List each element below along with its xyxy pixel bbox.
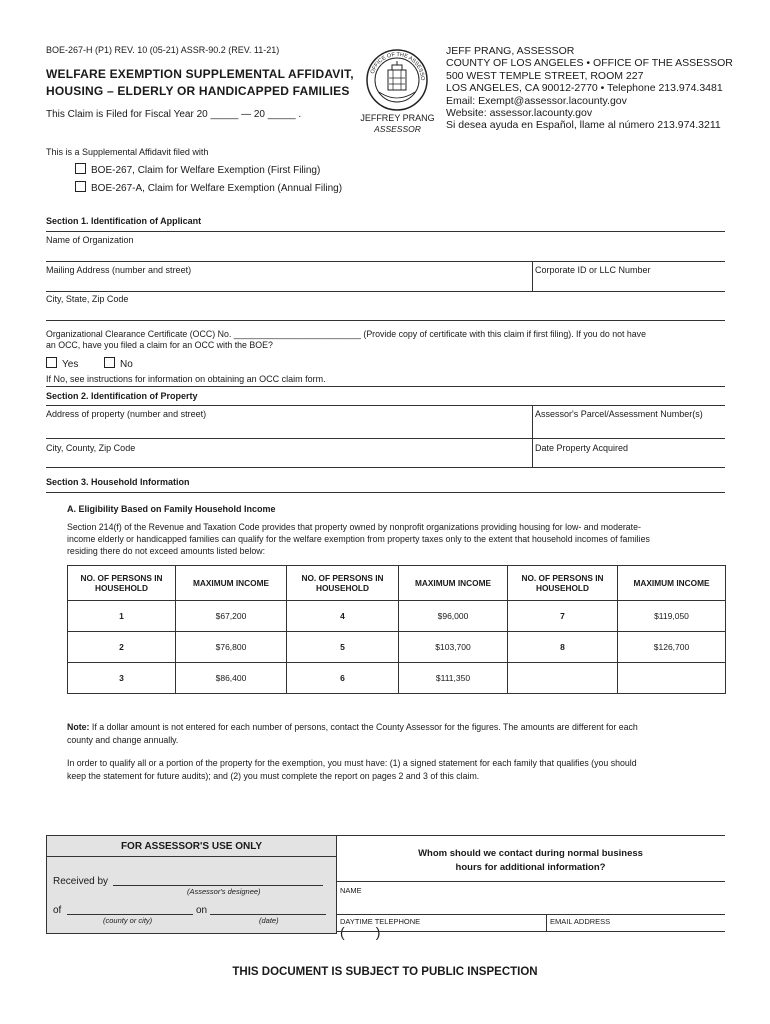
option-boe-267-a[interactable] [75, 181, 342, 194]
divider [532, 261, 533, 291]
property-city-field[interactable]: City, County, Zip Code [46, 443, 136, 453]
daytime-telephone-field[interactable]: ( ) [340, 924, 381, 940]
seal-title: ASSESSOR [374, 124, 421, 134]
paragraph-line: income elderly or handicapped families can qualify for the welfare exemption from property taxes only to the extent that household incomes of families [67, 534, 650, 544]
income-cell[interactable]: $96,000 [399, 601, 508, 632]
divider [46, 467, 725, 468]
email-address-field[interactable]: EMAIL ADDRESS [550, 917, 611, 926]
contact-section [336, 835, 725, 940]
income-cell[interactable]: $67,200 [176, 601, 287, 632]
contact-question-line: Whom should we contact during normal business [418, 848, 643, 859]
income-cell[interactable]: $119,050 [618, 601, 726, 632]
col-persons: NO. OF PERSONS IN HOUSEHOLD [287, 566, 399, 601]
divider [546, 914, 547, 932]
org-name-field[interactable]: Name of Organization [46, 235, 134, 245]
divider [46, 320, 725, 321]
paragraph-line: Section 214(f) of the Revenue and Taxation Code provides that property owned by nonprofit organizations providing housing for low- and moderate- [67, 522, 641, 532]
divider [336, 881, 725, 882]
subsection-a-heading: A. Eligibility Based on Family Household Income [67, 504, 276, 514]
section3-heading: Section 3. Household Information [46, 477, 190, 487]
requirements-line: In order to qualify all or a portion of the property for the exemption, you must have: (1) a signed statement for each family that qualifies (you should [67, 758, 637, 768]
checkbox[interactable] [75, 181, 86, 192]
section1-heading: Section 1. Identification of Applicant [46, 216, 202, 226]
of-label: of [53, 905, 62, 916]
divider [336, 914, 725, 915]
note-text: If a dollar amount is not entered for each number of persons, contact the County Assessor for the figures. The amounts are different for each [89, 722, 638, 732]
col-persons: NO. OF PERSONS IN HOUSEHOLD [508, 566, 618, 601]
persons-cell: 7 [508, 601, 618, 632]
divider [46, 405, 725, 406]
assessor-box-title: FOR ASSESSOR'S USE ONLY [120, 841, 263, 852]
date-acquired-field[interactable]: Date Property Acquired [535, 443, 629, 453]
assessor-info-line: Si desea ayuda en Español, llame al número 213.974.3211 [446, 119, 721, 132]
occ-instructions: If No, see instructions for information on obtaining an OCC claim form. [46, 374, 326, 384]
form-title-line2: HOUSING – ELDERLY OR HANDICAPPED FAMILIES [46, 84, 350, 98]
income-cell[interactable]: $86,400 [176, 663, 287, 694]
income-cell[interactable]: $111,350 [399, 663, 508, 694]
assessor-info-line: COUNTY OF LOS ANGELES • OFFICE OF THE ASSESSOR [446, 57, 733, 70]
divider [336, 931, 725, 932]
col-income: MAXIMUM INCOME [176, 566, 287, 601]
checkbox[interactable] [104, 357, 115, 368]
table-row [68, 663, 726, 694]
persons-cell: 5 [287, 632, 399, 663]
designee-caption: (Assessor's designee) [187, 887, 261, 896]
option-label: BOE-267, Claim for Welfare Exemption (First Filing) [91, 165, 321, 176]
note-label: Note: [67, 722, 90, 732]
section2-heading: Section 2. Identification of Property [46, 391, 198, 401]
persons-cell: 6 [287, 663, 399, 694]
persons-cell: 1 [68, 601, 176, 632]
table-row [68, 632, 726, 663]
assessor-email[interactable]: Email: Exempt@assessor.lacounty.gov [446, 94, 627, 107]
income-cell[interactable]: $76,800 [176, 632, 287, 663]
yes-label: Yes [62, 359, 79, 370]
divider [46, 261, 725, 262]
persons-cell: 2 [68, 632, 176, 663]
income-cell[interactable]: $103,700 [399, 632, 508, 663]
seal-caption [349, 113, 446, 135]
date-caption: (date) [259, 916, 279, 925]
assessor-website[interactable]: Website: assessor.lacounty.gov [446, 107, 593, 120]
seal-name: JEFFREY PRANG [360, 113, 435, 123]
county-city-caption: (county or city) [103, 916, 153, 925]
col-persons: NO. OF PERSONS IN HOUSEHOLD [68, 566, 176, 601]
divider [46, 386, 725, 387]
contact-question [336, 847, 725, 875]
occ-yes-option[interactable] [46, 357, 78, 370]
mailing-address-field[interactable]: Mailing Address (number and street) [46, 265, 192, 275]
contact-name-field[interactable]: NAME [340, 886, 362, 895]
assessor-seal-icon [365, 48, 429, 112]
option-boe-267[interactable] [75, 163, 320, 176]
property-address-field[interactable]: Address of property (number and street) [46, 409, 207, 419]
received-by-field[interactable] [113, 885, 323, 886]
no-label: No [120, 359, 133, 370]
paragraph-line: residing there do not exceed amounts listed below: [67, 546, 266, 556]
occ-question: an OCC, have you filed a claim for an OCC with the BOE? [46, 340, 273, 350]
occ-no-option[interactable] [104, 357, 133, 370]
form-title [46, 66, 354, 100]
persons-cell: 4 [287, 601, 399, 632]
assessor-info [446, 45, 733, 132]
svg-text:OFFICE OF THE ASSESSOR: OFFICE OF THE ASSESSO [369, 51, 426, 81]
form-code: BOE-267-H (P1) REV. 10 (05-21) ASSR-90.2 (REV. 11-21) [46, 45, 280, 55]
income-cell[interactable] [618, 663, 726, 694]
received-by-label: Received by [53, 876, 109, 887]
checkbox[interactable] [75, 163, 86, 174]
date-field[interactable] [210, 914, 326, 915]
col-income: MAXIMUM INCOME [618, 566, 726, 601]
requirements-line: keep the statement for future audits); and (2) you must complete the report on pages 2 and 3 of this claim. [67, 771, 480, 781]
divider [532, 405, 533, 467]
divider [46, 291, 725, 292]
divider [46, 492, 725, 493]
on-label: on [196, 905, 208, 916]
col-income: MAXIMUM INCOME [399, 566, 508, 601]
assessor-info-line: LOS ANGELES, CA 90012-2770 • Telephone 213.974.3481 [446, 82, 723, 95]
section214-paragraph [67, 521, 650, 557]
occ-number-field[interactable]: Organizational Clearance Certificate (OCC) No. __________________________ (Provide copy of certificate with this claim if first filing). If you do not have [46, 329, 646, 339]
option-label: BOE-267-A, Claim for Welfare Exemption (Annual Filing) [91, 183, 343, 194]
assessor-info-line: 500 WEST TEMPLE STREET, ROOM 227 [446, 69, 644, 82]
city-state-zip-field[interactable]: City, State, Zip Code [46, 294, 129, 304]
fiscal-year-field[interactable]: This Claim is Filed for Fiscal Year 20 _____ — 20 _____ . [46, 109, 302, 120]
divider [46, 231, 725, 232]
daytime-telephone-label: DAYTIME TELEPHONE [340, 917, 421, 926]
contact-question-line: hours for additional information? [455, 862, 606, 873]
note-text: county and change annually. [67, 735, 179, 745]
income-cell[interactable]: $126,700 [618, 632, 726, 663]
table-row [68, 601, 726, 632]
parcel-number-field[interactable]: Assessor's Parcel/Assessment Number(s) [535, 409, 703, 419]
assessor-info-line: JEFF PRANG, ASSESSOR [446, 45, 575, 57]
divider [46, 438, 725, 439]
persons-cell: 8 [508, 632, 618, 663]
supplemental-intro: This is a Supplemental Affidavit filed with [46, 147, 209, 157]
assessor-use-box [46, 835, 337, 934]
corporate-id-field[interactable]: Corporate ID or LLC Number [535, 265, 651, 275]
divider [47, 856, 336, 857]
income-limits-table [67, 565, 726, 694]
note-paragraph [67, 721, 638, 747]
public-inspection-notice: THIS DOCUMENT IS SUBJECT TO PUBLIC INSPECTION [232, 966, 538, 978]
persons-cell: 3 [68, 663, 176, 694]
requirements-paragraph [67, 757, 637, 783]
table-header-row [68, 566, 726, 601]
persons-cell [508, 663, 618, 694]
county-city-field[interactable] [67, 914, 193, 915]
divider [336, 835, 725, 836]
checkbox[interactable] [46, 357, 57, 368]
form-title-line1: WELFARE EXEMPTION SUPPLEMENTAL AFFIDAVIT, [46, 67, 354, 81]
